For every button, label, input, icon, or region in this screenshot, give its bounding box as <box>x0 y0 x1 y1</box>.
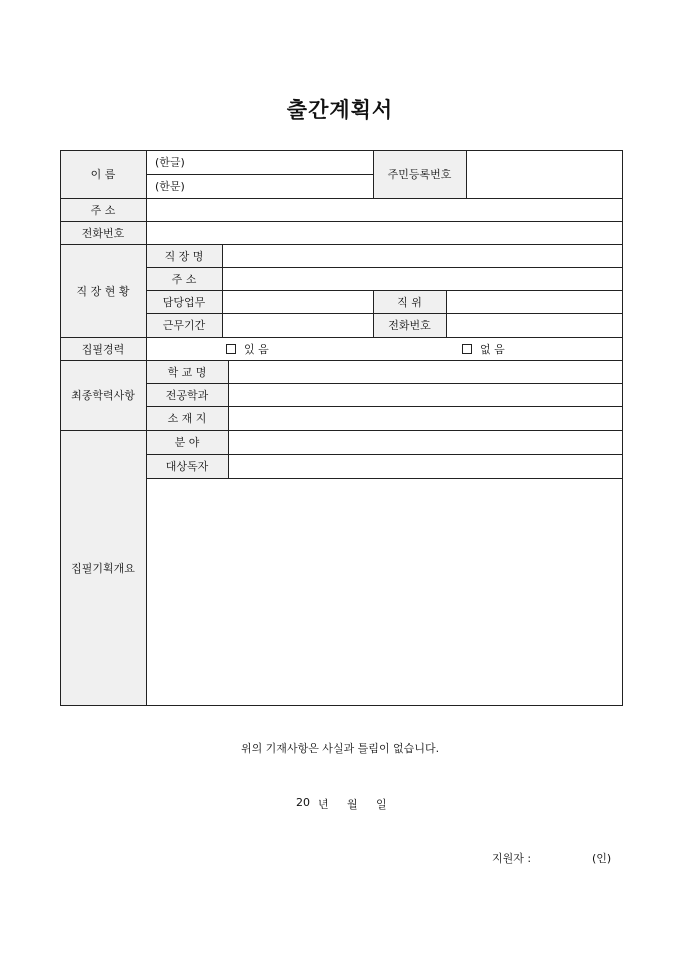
position-field[interactable] <box>447 290 622 313</box>
phone-field[interactable] <box>147 221 622 244</box>
writing-career-label: 집필경력 <box>81 342 125 356</box>
school-location-label: 소 재 지 <box>167 412 207 425</box>
position-label: 직 위 <box>397 295 422 309</box>
work-address-label: 주 소 <box>171 272 197 286</box>
address-label: 주 소 <box>90 203 116 217</box>
school-location-field[interactable] <box>229 406 622 430</box>
duty-field[interactable] <box>223 290 373 313</box>
document-title: 출간계획서 <box>286 98 394 122</box>
major-label: 전공학과 <box>165 388 209 402</box>
major-field[interactable] <box>229 383 622 406</box>
work-phone-field[interactable] <box>447 313 622 337</box>
career-yes-option[interactable] <box>226 337 356 360</box>
name-hanja-label: (한문) <box>155 180 185 193</box>
career-no-option[interactable] <box>462 337 592 360</box>
address-field[interactable] <box>147 198 622 221</box>
application-form <box>60 150 623 706</box>
field-label: 분 야 <box>174 436 200 449</box>
work-name-label: 직 장 명 <box>164 249 204 263</box>
plan-summary-label: 집필기획개요 <box>71 562 135 575</box>
career-no-checkbox[interactable] <box>462 344 472 354</box>
career-no-label: 없 음 <box>480 342 505 356</box>
work-phone-label: 전화번호 <box>388 319 431 332</box>
statement-text: 위의 기재사항은 사실과 틀림이 없습니다. <box>240 742 440 755</box>
duty-label: 담당업무 <box>162 295 206 309</box>
phone-label: 전화번호 <box>81 226 125 240</box>
plan-summary-textarea[interactable] <box>147 479 622 705</box>
applicant-label: 지원자 : <box>492 852 532 865</box>
career-yes-label: 있 음 <box>244 342 269 356</box>
education-label: 최종학력사항 <box>71 389 135 402</box>
work-address-field[interactable] <box>223 267 622 290</box>
target-readers-input[interactable] <box>229 454 622 478</box>
work-name-field[interactable] <box>223 244 622 267</box>
date-year-label: 년 <box>318 798 329 811</box>
name-hangul-label: (한글) <box>155 156 185 169</box>
career-yes-checkbox[interactable] <box>226 344 236 354</box>
date-day-label: 일 <box>376 798 387 811</box>
target-readers-label: 대상독자 <box>165 460 209 473</box>
work-period-label: 근무기간 <box>162 319 206 332</box>
resident-number-field[interactable] <box>467 150 622 198</box>
date-prefix: 20 <box>296 796 310 809</box>
seal-label: (인) <box>592 852 612 865</box>
school-name-label: 학 교 명 <box>167 365 207 379</box>
school-name-field[interactable] <box>229 360 622 383</box>
resident-number-label: 주민등록번호 <box>387 168 452 181</box>
field-input[interactable] <box>229 430 622 454</box>
name-label: 이 름 <box>90 168 116 181</box>
work-period-field[interactable] <box>223 313 373 337</box>
work-status-label: 직 장 현 황 <box>76 284 130 298</box>
date-month-label: 월 <box>347 798 358 811</box>
